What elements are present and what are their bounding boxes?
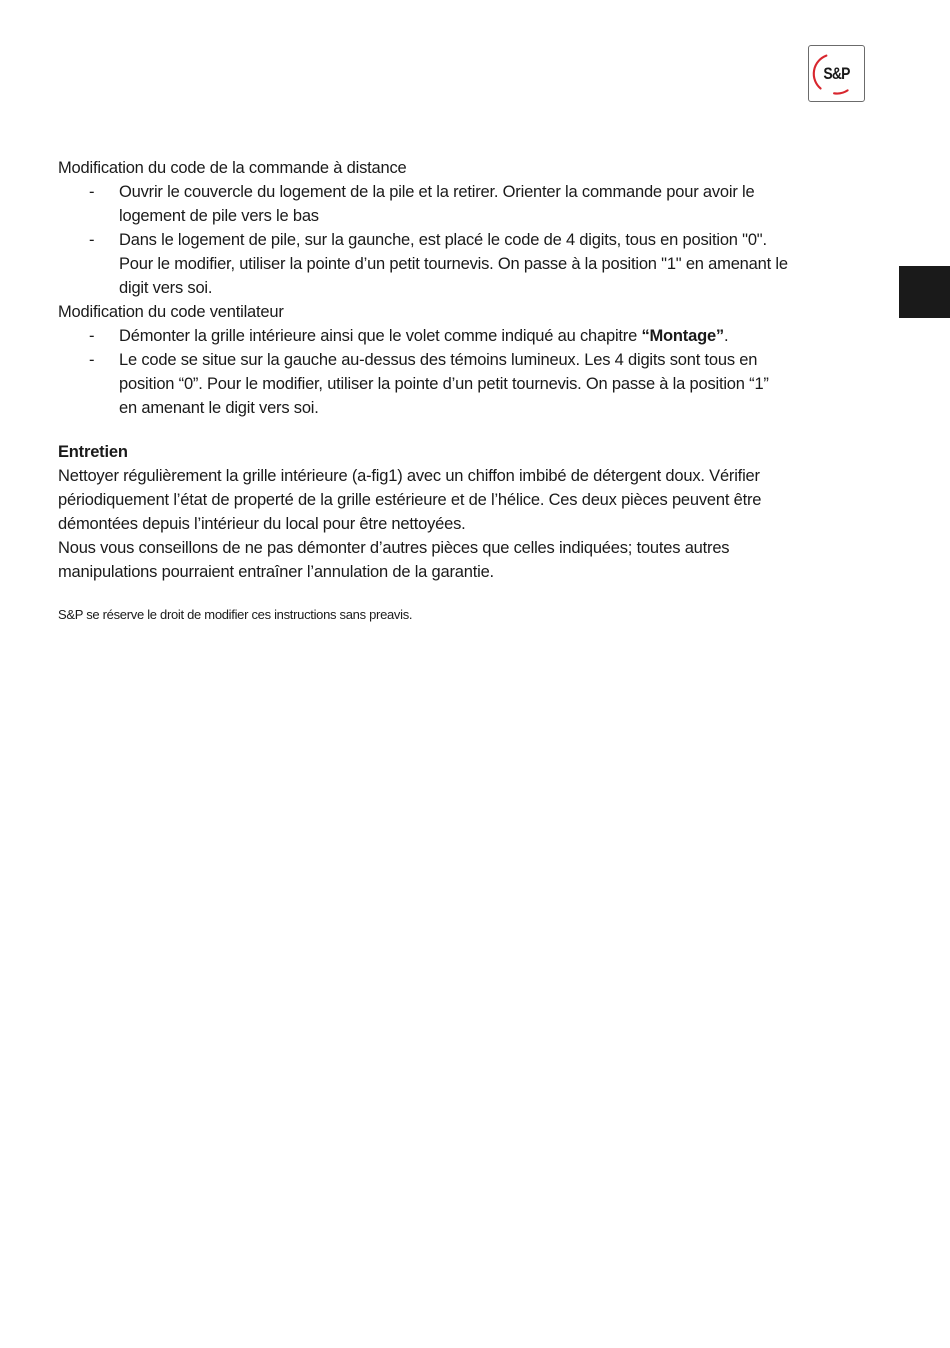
text-line: Nous vous conseillons de ne pas démonter d’autres pièces que celles indiquées; toutes autres xyxy=(58,539,730,557)
text-line: Le code se situe sur la gauche au-dessus des témoins lumineux. Les 4 digits sont tous en xyxy=(119,351,758,369)
logo-text: S&P xyxy=(823,64,850,83)
list-item xyxy=(58,180,858,228)
fan-code-title: Modification du code ventilateur xyxy=(58,303,284,321)
bullet-dash: - xyxy=(89,231,95,249)
maintenance-heading: Entretien xyxy=(58,443,128,461)
text-line: digit vers soi. xyxy=(119,279,213,297)
text-line: démontées depuis l’intérieur du local pour être nettoyées. xyxy=(58,515,466,533)
text-line: Nettoyer régulièrement la grille intérieure (a-fig1) avec un chiffon imbibé de détergent doux. Vérifier xyxy=(58,467,760,485)
text-line: logement de pile vers le bas xyxy=(119,207,319,225)
text-line: position “0”. Pour le modifier, utiliser la pointe d’un petit tournevis. On passe à la position “1” xyxy=(119,375,769,393)
bullet-dash: - xyxy=(89,351,95,369)
text-line: manipulations pourraient entraîner l’annulation de la garantie. xyxy=(58,563,494,581)
text-line xyxy=(119,324,858,348)
list-item xyxy=(58,324,858,348)
text-line: Dans le logement de pile, sur la gaunche, est placé le code de 4 digits, tous en position "0". xyxy=(119,231,767,249)
maintenance-text xyxy=(58,464,858,584)
list-item xyxy=(58,348,858,420)
text-line: en amenant le digit vers soi. xyxy=(119,399,319,417)
text-line: Ouvrir le couvercle du logement de la pile et la retirer. Orienter la commande pour avoir le xyxy=(119,183,755,201)
bullet-dash: - xyxy=(89,327,95,345)
disclaimer-note: S&P se réserve le droit de modifier ces instructions sans preavis. xyxy=(58,607,413,622)
remote-code-title: Modification du code de la commande à distance xyxy=(58,159,407,177)
text-segment: Démonter la grille intérieure ainsi que le volet comme indiqué au chapitre xyxy=(119,327,642,345)
language-tab-marker xyxy=(899,266,950,318)
text-segment: . xyxy=(723,327,729,345)
document-body xyxy=(58,156,858,624)
bullet-dash: - xyxy=(89,183,95,201)
text-line: Pour le modifier, utiliser la pointe d’un petit tournevis. On passe à la position "1" en amenant le xyxy=(119,255,788,273)
text-line: périodiquement l’état de properté de la grille estérieure et de l’hélice. Ces deux pièces peuvent être xyxy=(58,491,762,509)
fan-code-steps xyxy=(58,324,858,420)
brand-logo xyxy=(808,45,865,102)
montage-reference: “Montage” xyxy=(641,327,724,345)
remote-code-steps xyxy=(58,180,858,300)
list-item xyxy=(58,228,858,300)
